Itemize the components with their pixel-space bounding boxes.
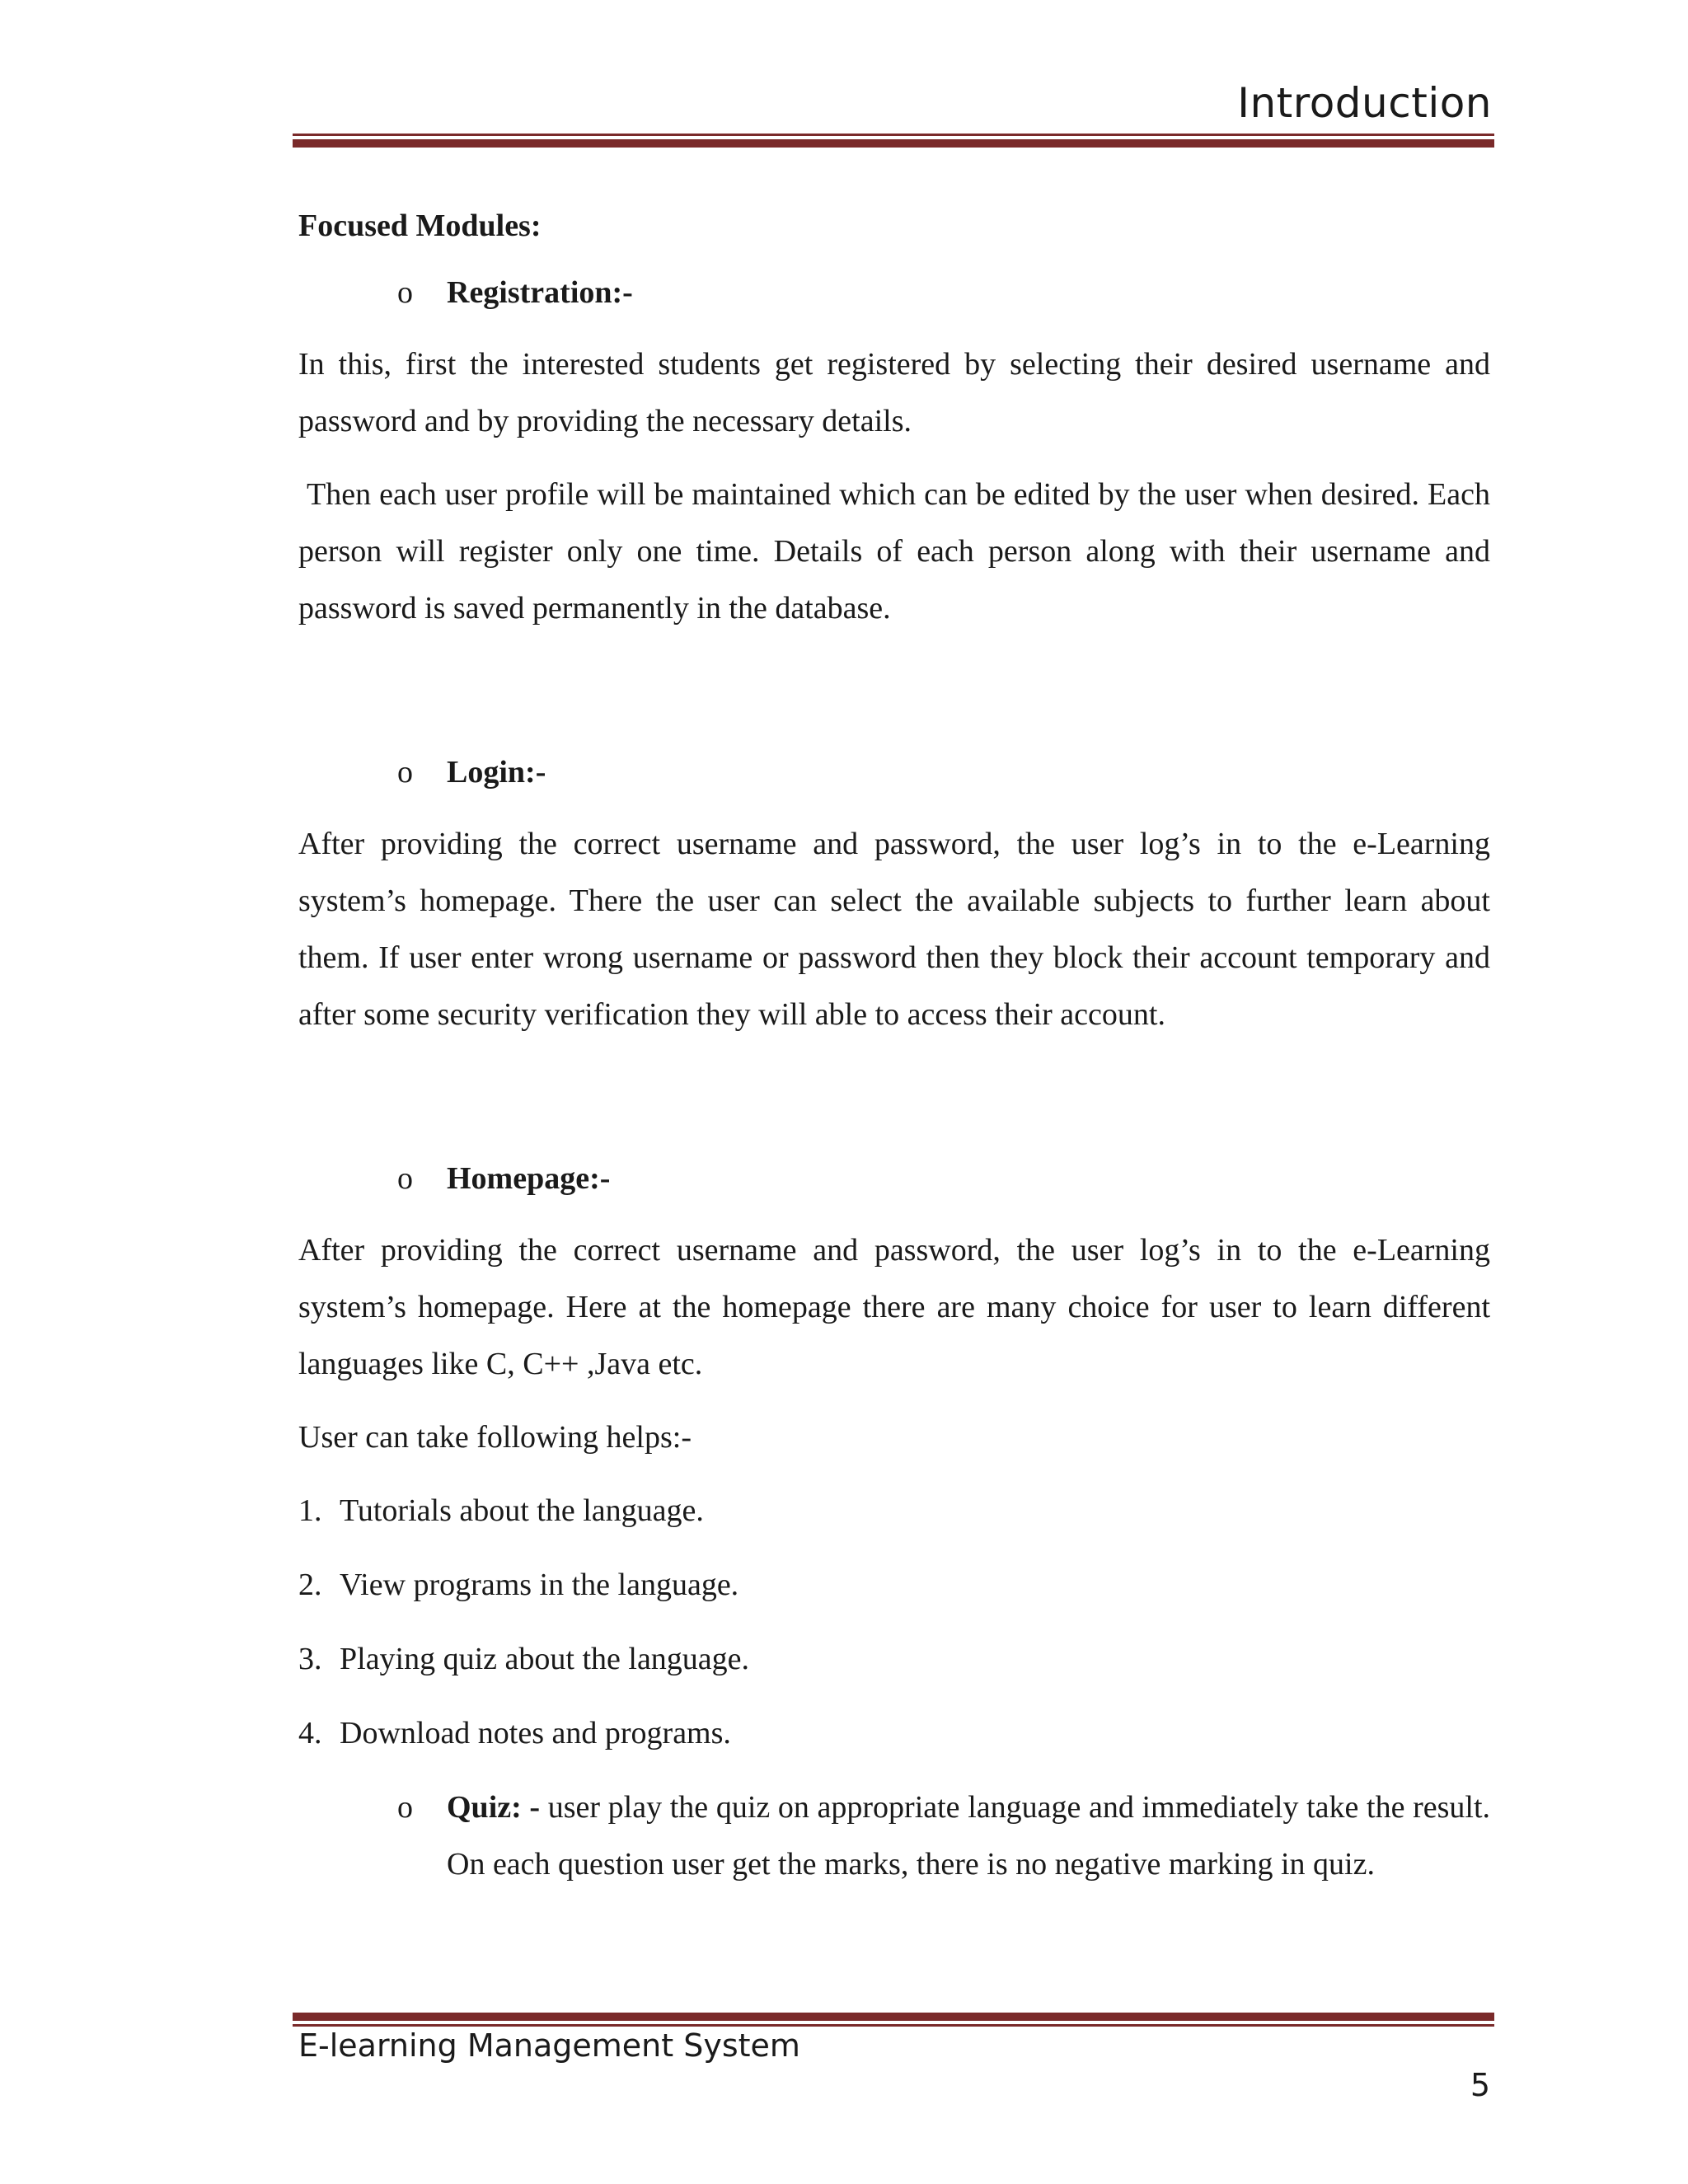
list-item — [298, 1631, 1490, 1688]
module-title: Homepage:- — [447, 1161, 611, 1196]
footer-title: E-learning Management System — [298, 2027, 800, 2064]
circle-bullet-icon: o — [397, 1161, 413, 1196]
list-number: 3. — [298, 1642, 322, 1676]
quiz-text: user play the quiz on appropriate language and immediately take the result. On each question user get the marks, there is no negative marking in quiz. — [447, 1790, 1491, 1882]
circle-bullet-icon: o — [397, 275, 413, 310]
registration-paragraph-2-text: Then each user profile will be maintained which can be edited by the user when desired. Each person will register only one time. Details of each person along with their username and password is saved permanently in the database. — [298, 477, 1491, 626]
page-header-title: Introduction — [1237, 79, 1492, 127]
registration-paragraph-2 — [298, 466, 1490, 637]
quiz-item — [298, 1779, 1490, 1893]
list-number: 2. — [298, 1568, 322, 1602]
main-content — [298, 198, 1490, 1893]
module-registration-heading — [298, 265, 1490, 321]
quiz-title: Quiz: - — [447, 1790, 541, 1825]
module-login-heading — [298, 744, 1490, 801]
homepage-paragraph: After providing the correct username and password, the user log’s in to the e-Learning system’s homepage. Here at the homepage there are many choice for user to learn different languages like C, C++ ,Java etc. — [298, 1233, 1490, 1381]
list-item — [298, 1483, 1490, 1540]
helps-intro: User can take following helps:- — [298, 1420, 692, 1455]
list-item — [298, 1705, 1490, 1762]
footer-rule — [293, 2013, 1494, 2027]
list-text: Tutorials about the language. — [340, 1493, 704, 1528]
module-homepage-heading — [298, 1151, 1490, 1207]
module-title: Registration:- — [447, 275, 633, 310]
header-rule — [293, 134, 1494, 148]
list-item — [298, 1557, 1490, 1614]
section-heading: Focused Modules: — [298, 209, 542, 243]
list-text: Download notes and programs. — [340, 1716, 731, 1750]
circle-bullet-icon: o — [397, 1790, 413, 1825]
helps-list — [298, 1483, 1490, 1762]
page-number: 5 — [1470, 2067, 1490, 2103]
module-title: Login:- — [447, 755, 546, 790]
list-text: Playing quiz about the language. — [340, 1642, 750, 1676]
circle-bullet-icon: o — [397, 755, 413, 790]
registration-paragraph-1: In this, first the interested students get registered by selecting their desired username and password and by providing the necessary details. — [298, 347, 1490, 438]
list-number: 1. — [298, 1493, 322, 1528]
list-number: 4. — [298, 1716, 322, 1750]
login-paragraph: After providing the correct username and password, the user log’s in to the e-Learning system’s homepage. There the user can select the available subjects to further learn about them. If user enter wrong username or password then they block their account temporary and after some security verification they will able to access their account. — [298, 827, 1490, 1032]
list-text: View programs in the language. — [340, 1568, 739, 1602]
